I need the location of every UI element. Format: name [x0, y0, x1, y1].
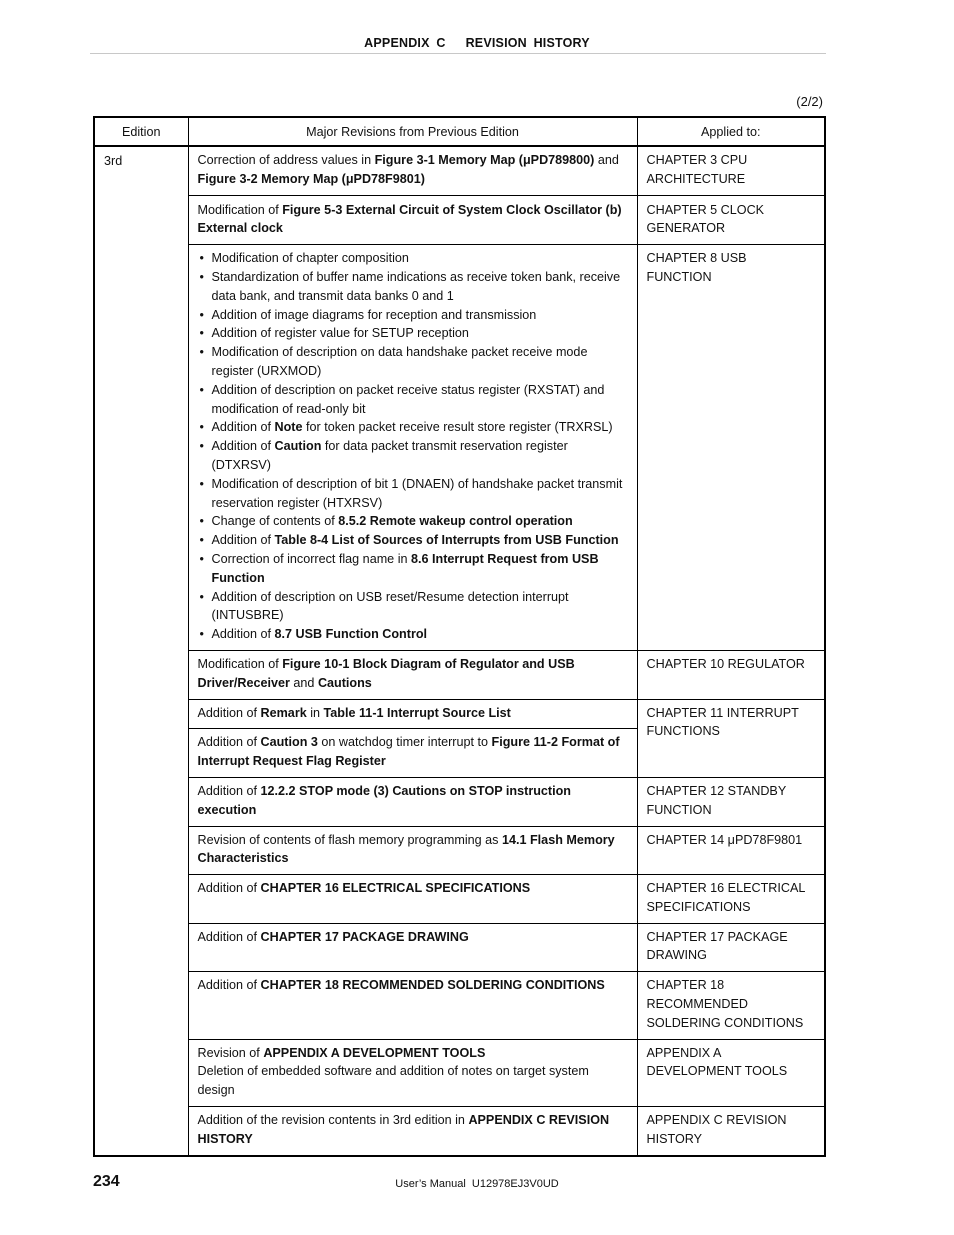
revision-bold-text: Note	[274, 420, 303, 435]
revision-bullet-list	[198, 249, 629, 644]
table-row	[94, 650, 825, 699]
revision-text: Addition of	[211, 533, 275, 548]
revision-cell	[188, 1039, 637, 1106]
revision-bold-text: Cautions	[317, 675, 372, 690]
table-row	[94, 777, 825, 826]
revision-text: Addition of	[197, 881, 261, 896]
revision-bold-text: Figure 3-2 Memory Map (μPD78F9801)	[197, 171, 425, 186]
revision-bold-text: CHAPTER 18 RECOMMENDED SOLDERING CONDITIONS	[260, 978, 605, 993]
revision-text: and	[289, 675, 318, 690]
list-item	[198, 512, 629, 531]
revision-cell	[188, 826, 637, 875]
list-item	[198, 437, 629, 475]
column-header-revisions: Major Revisions from Previous Edition	[188, 117, 637, 146]
applied-to-cell	[637, 1039, 825, 1106]
applied-to-cell	[637, 972, 825, 1039]
applied-to-line: FUNCTIONS	[646, 724, 720, 739]
revision-bold-text: Figure 10-1 Block Diagram of Regulator and USB Driver/Receiver	[197, 656, 575, 690]
revision-bold-text: APPENDIX C REVISION HISTORY	[197, 1113, 610, 1146]
list-item	[198, 625, 629, 644]
revision-cell	[188, 245, 637, 651]
revision-cell	[188, 923, 637, 972]
applied-to-line: SOLDERING CONDITIONS	[646, 1015, 804, 1030]
revision-text: Correction of incorrect flag name in	[211, 551, 411, 566]
revision-text: on watchdog timer interrupt to	[317, 735, 492, 750]
applied-to-cell	[637, 923, 825, 972]
revision-history-table	[93, 116, 826, 1157]
applied-to-line: CHAPTER 12 STANDBY	[646, 783, 787, 798]
applied-to-line: CHAPTER 17 PACKAGE	[646, 929, 788, 944]
page-of-indicator: (2/2)	[796, 94, 823, 109]
table-body	[94, 146, 825, 1156]
revision-bold-text: CHAPTER 16 ELECTRICAL SPECIFICATIONS	[260, 881, 531, 896]
revision-text: Change of contents of	[211, 514, 339, 529]
applied-to-cell	[637, 195, 825, 245]
revision-bold-text: Table 8-4 List of Sources of Interrupts from USB Function	[274, 533, 619, 548]
revision-bold-text: CHAPTER 17 PACKAGE DRAWING	[260, 929, 469, 944]
list-item	[198, 249, 629, 268]
table-row	[94, 146, 825, 195]
revision-bold-text: 8.6 Interrupt Request from USB Function	[211, 551, 599, 585]
applied-to-line: CHAPTER 8 USB	[646, 251, 747, 266]
revision-bold-text: Figure 3-1 Memory Map (μPD789800)	[374, 153, 595, 167]
applied-to-cell	[637, 777, 825, 826]
revision-cell	[188, 699, 637, 729]
applied-to-cell	[637, 1107, 825, 1156]
revision-text: for data packet transmit reservation register (DTXRSV)	[211, 439, 568, 472]
applied-to-line: CHAPTER 3 CPU	[646, 153, 748, 167]
table-header-row	[94, 117, 825, 146]
applied-to-line: GENERATOR	[646, 221, 726, 236]
revision-text: Addition of description on packet receive status register (RXSTAT) and modification of read-only bit	[211, 382, 605, 416]
list-item	[198, 324, 629, 343]
revision-text: Addition of	[197, 735, 261, 750]
applied-to-line: CHAPTER 16 ELECTRICAL	[646, 881, 806, 896]
applied-to-cell	[637, 875, 825, 924]
revision-text: Modification of	[197, 202, 283, 217]
list-item	[198, 268, 629, 306]
column-header-applied-to: Applied to:	[637, 117, 825, 146]
list-item	[198, 343, 629, 381]
applied-to-cell	[637, 245, 825, 651]
revision-bold-text: Table 11-1 Interrupt Source List	[323, 705, 511, 720]
revision-text: Revision of contents of flash memory programming as	[197, 832, 502, 847]
list-item	[198, 531, 629, 550]
applied-to-cell	[637, 650, 825, 699]
list-item	[198, 306, 629, 325]
applied-to-line: DEVELOPMENT TOOLS	[646, 1064, 788, 1079]
revision-bold-text: 14.1 Flash Memory Characteristics	[197, 832, 615, 866]
revision-bold-text: Remark	[260, 705, 307, 720]
revision-text: Addition of	[197, 929, 261, 944]
table-row	[94, 1039, 825, 1106]
page-header-title: APPENDIX C REVISION HISTORY	[364, 36, 590, 50]
revision-text: and	[594, 153, 619, 167]
revision-bold-text: Caution 3	[260, 735, 318, 750]
revision-text: Modification of chapter composition	[211, 251, 409, 266]
applied-to-line: CHAPTER 11 INTERRUPT	[646, 705, 799, 720]
revision-line	[198, 1062, 629, 1100]
revision-text: Revision of	[197, 1045, 264, 1060]
table-row	[94, 195, 825, 245]
revision-text: Addition of	[211, 627, 275, 642]
revision-bold-text: Figure 11-2 Format of Interrupt Request Flag Register	[197, 735, 620, 769]
applied-to-line: DRAWING	[646, 948, 707, 963]
revision-text: Deletion of embedded software and addition of notes on target system design	[197, 1064, 589, 1098]
list-item	[198, 588, 629, 626]
applied-to-line: CHAPTER 18	[646, 978, 725, 993]
applied-to-line: FUNCTION	[646, 269, 712, 284]
applied-to-line: CHAPTER 14 μPD78F9801	[646, 832, 803, 847]
revision-text: Standardization of buffer name indications as receive token bank, receive data bank, and transmit data banks 0 and 1	[211, 269, 621, 303]
revision-text: Addition of	[197, 783, 261, 798]
revision-cell	[188, 875, 637, 924]
revision-bold-text: 12.2.2 STOP mode (3) Cautions on STOP instruction execution	[197, 783, 571, 817]
applied-to-line: CHAPTER 10 REGULATOR	[646, 656, 805, 671]
revision-text: Addition of	[197, 978, 261, 993]
table-row	[94, 245, 825, 651]
table-row	[94, 699, 825, 729]
revision-text: Addition of register value for SETUP reception	[211, 326, 469, 341]
revision-cell	[188, 729, 637, 778]
revision-bold-text: APPENDIX A DEVELOPMENT TOOLS	[263, 1045, 486, 1060]
revision-cell	[188, 650, 637, 699]
revision-cell	[188, 777, 637, 826]
page-number: 234	[93, 1173, 120, 1190]
revision-text: Correction of address values in	[197, 153, 375, 167]
revision-cell	[188, 195, 637, 245]
applied-to-line: RECOMMENDED	[646, 997, 748, 1012]
list-item	[198, 381, 629, 419]
applied-to-line: SPECIFICATIONS	[646, 899, 751, 914]
applied-to-cell	[637, 699, 825, 777]
revision-cell	[188, 146, 637, 195]
revision-text: for token packet receive result store register (TRXRSL)	[302, 420, 613, 435]
revision-text: Addition of	[211, 420, 275, 435]
header-divider	[90, 53, 826, 54]
list-item	[198, 475, 629, 513]
revision-text: Modification of	[197, 656, 283, 671]
table-row	[94, 923, 825, 972]
edition-cell: 3rd	[94, 146, 188, 1156]
revision-text: Addition of description on USB reset/Resume detection interrupt (INTUSBRE)	[211, 589, 569, 623]
revision-text: Modification of description on data handshake packet receive mode register (URXMOD)	[211, 345, 588, 378]
revision-text: Addition of image diagrams for reception and transmission	[211, 307, 537, 322]
manual-identifier: User’s Manual U12978EJ3V0UD	[395, 1178, 559, 1190]
revision-text: Addition of	[197, 705, 261, 720]
revision-bold-text: Caution	[274, 439, 322, 454]
applied-to-line: APPENDIX A	[646, 1045, 722, 1060]
table-row	[94, 1107, 825, 1156]
applied-to-line: ARCHITECTURE	[646, 171, 746, 186]
revision-bold-text: 8.5.2 Remote wakeup control operation	[338, 514, 573, 529]
applied-to-line: APPENDIX C REVISION	[646, 1113, 787, 1128]
column-header-edition: Edition	[94, 117, 188, 146]
table-row	[94, 875, 825, 924]
table-row	[94, 972, 825, 1039]
revision-text: Addition of	[211, 439, 275, 454]
applied-to-line: FUNCTION	[646, 802, 712, 817]
revision-text: in	[306, 705, 324, 720]
list-item	[198, 550, 629, 588]
revision-bold-text: Figure 5-3 External Circuit of System Clock Oscillator (b) External clock	[197, 202, 622, 236]
list-item	[198, 418, 629, 437]
applied-to-line: HISTORY	[646, 1131, 703, 1146]
revision-text: Modification of description of bit 1 (DNAEN) of handshake packet transmit reservation register (HTXRSV)	[211, 476, 623, 510]
revision-bold-text: 8.7 USB Function Control	[274, 627, 428, 642]
revision-cell	[188, 972, 637, 1039]
applied-to-cell	[637, 146, 825, 195]
applied-to-line: CHAPTER 5 CLOCK	[646, 202, 765, 217]
applied-to-cell	[637, 826, 825, 875]
table-row	[94, 826, 825, 875]
revision-line	[198, 1044, 629, 1063]
revision-cell	[188, 1107, 637, 1156]
revision-text: Addition of the revision contents in 3rd edition in	[197, 1113, 469, 1128]
